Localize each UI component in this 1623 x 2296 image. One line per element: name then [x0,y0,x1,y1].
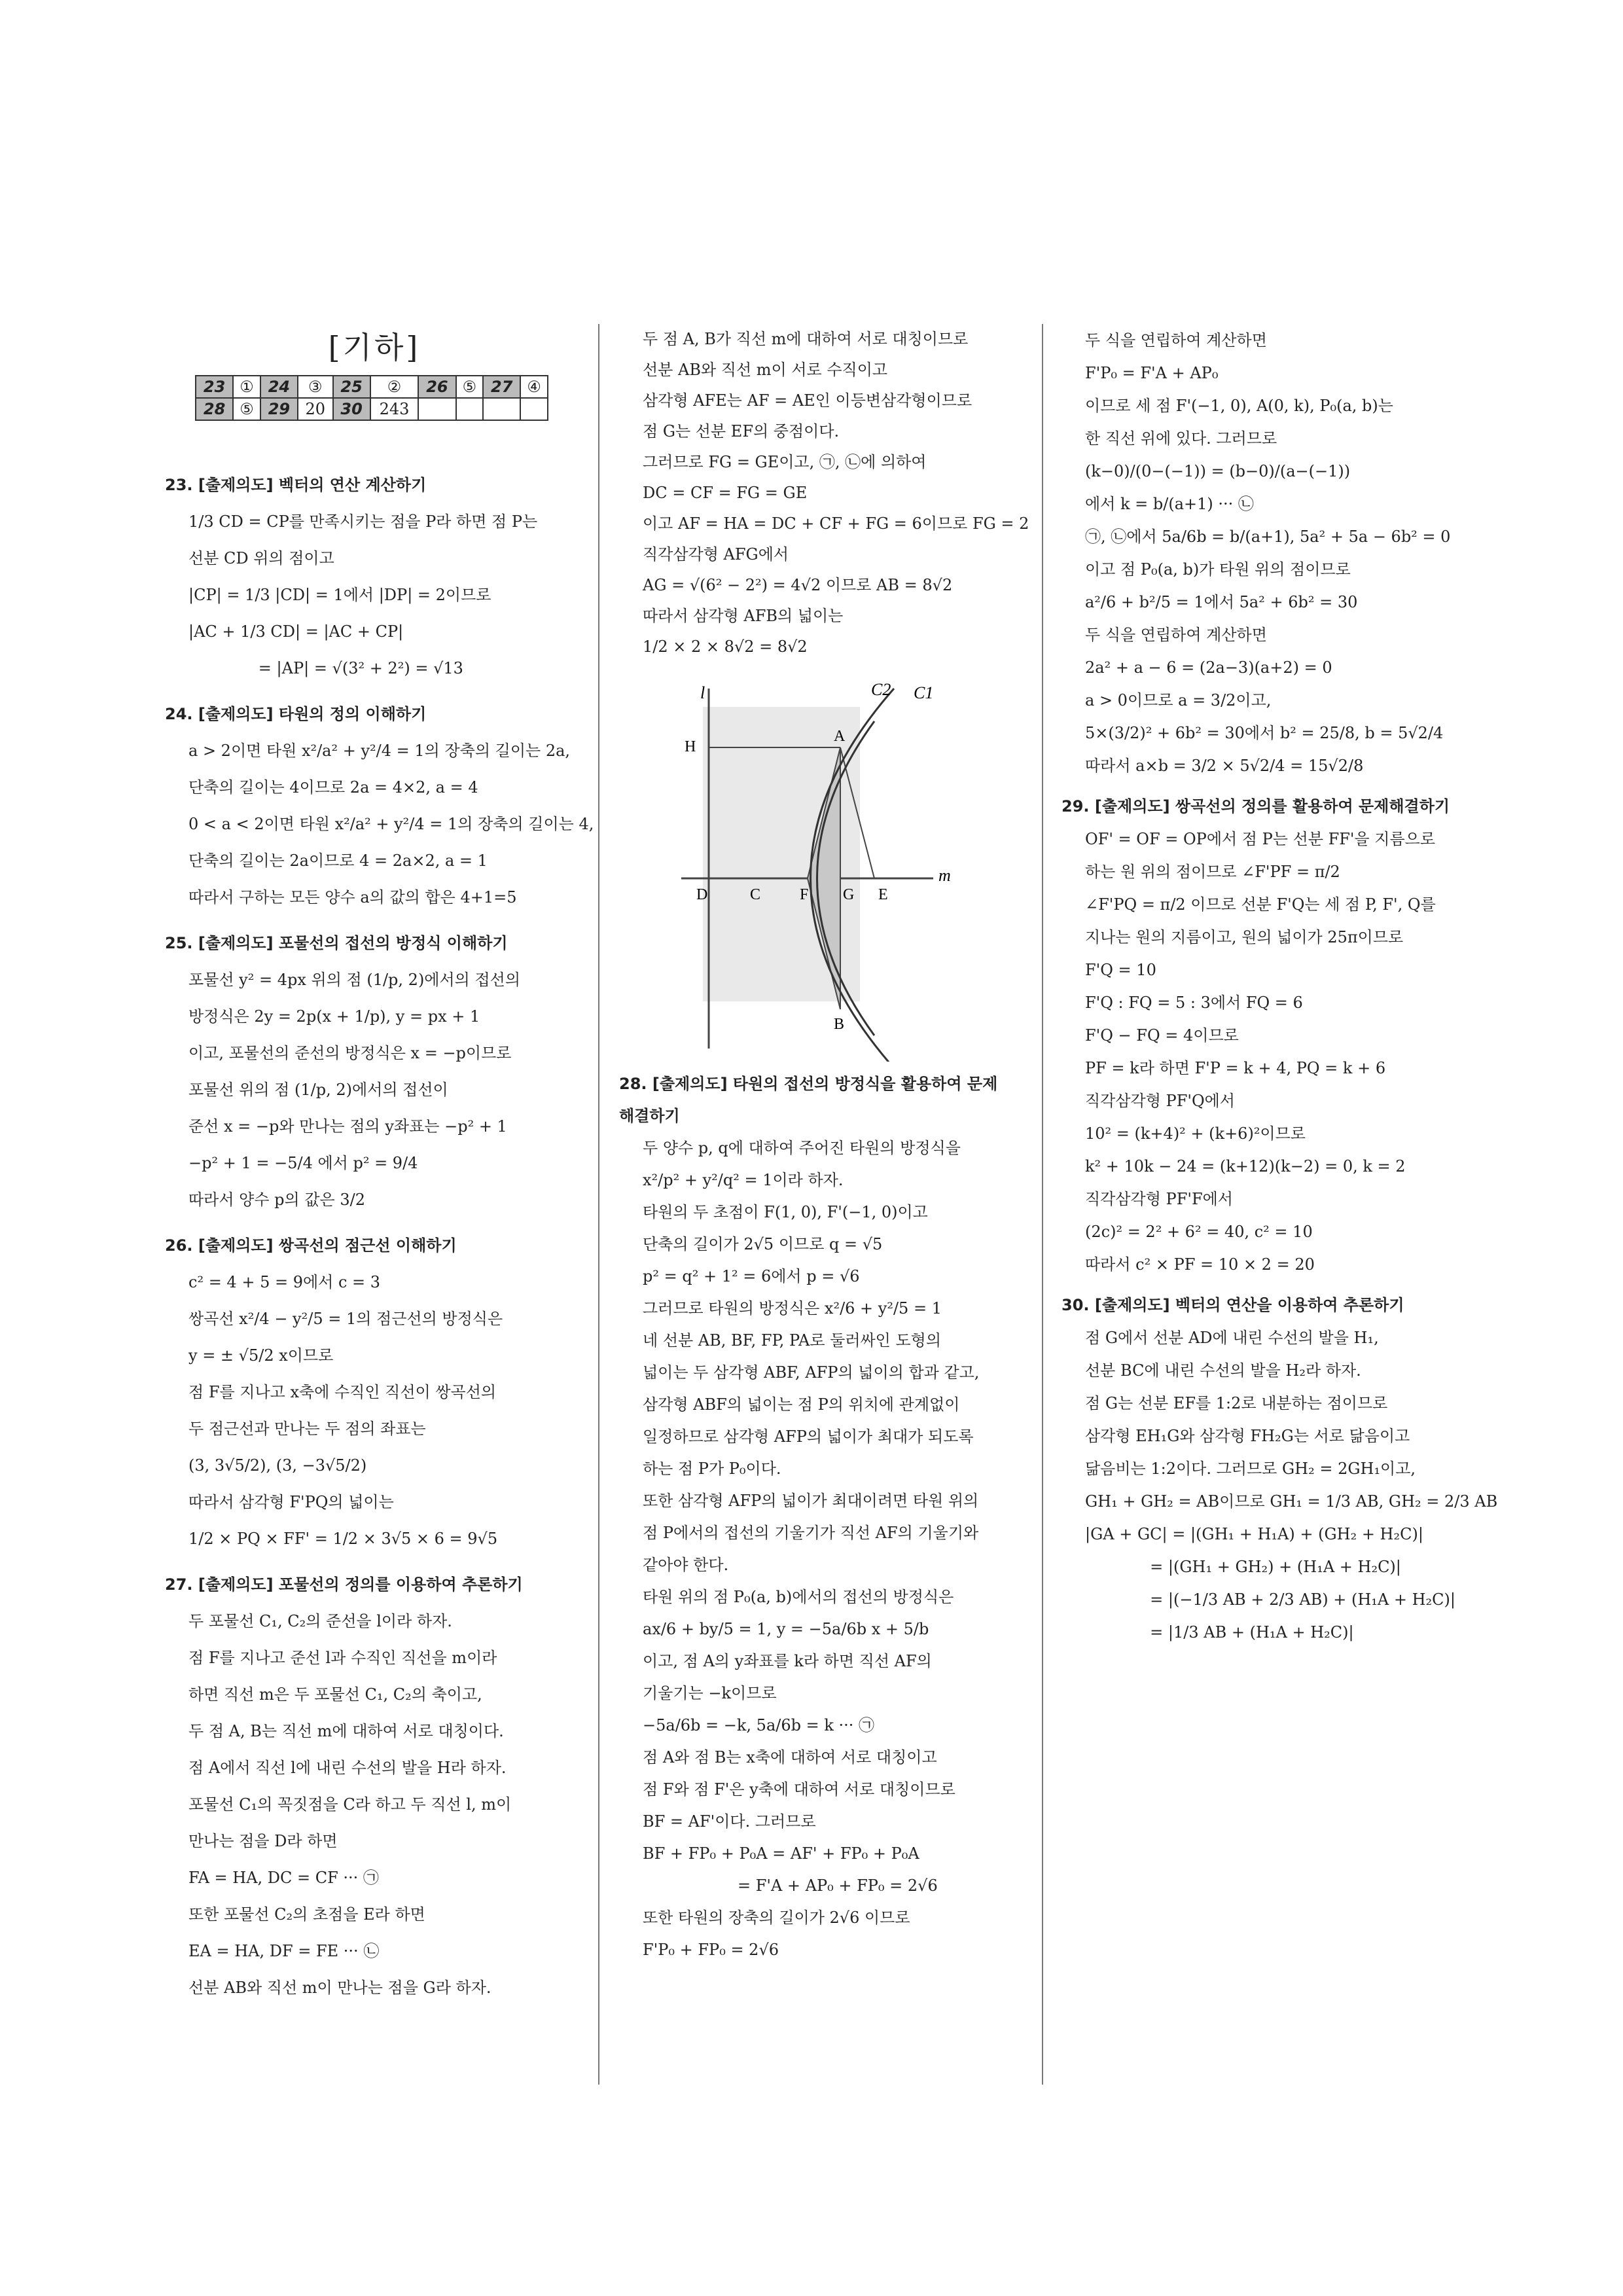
text-line: 이고, 점 A의 y좌표를 k라 하면 직선 AF의 [643,1652,932,1670]
text-line: 점 A와 점 B는 x축에 대하여 서로 대칭이고 [643,1748,937,1767]
text-line: F'P₀ + FP₀ = 2√6 [643,1941,779,1959]
text-line: a > 2이면 타원 x²/a² + y²/4 = 1의 장축의 길이는 2a, [188,742,571,760]
text-line: 에서 k = b/(a+1) ··· ㉡ [1085,495,1254,513]
text-line: BF + FP₀ + P₀A = AF' + FP₀ + P₀A [643,1844,919,1863]
text-line: 2a² + a − 6 = (2a−3)(a+2) = 0 [1085,658,1332,677]
text-line: 직각삼각형 PF'Q에서 [1085,1092,1235,1110]
text-line: 따라서 삼각형 AFB의 넓이는 [643,607,844,625]
text-line: 선분 AB와 직선 m이 서로 수직이고 [643,361,888,379]
text-line: 또한 삼각형 AFP의 넓이가 최대이려면 타원 위의 [643,1492,979,1510]
text-line: EA = HA, DF = FE ··· ㉡ [188,1942,380,1960]
text-line: 만나는 점을 D라 하면 [188,1832,338,1850]
text-line: 0 < a < 2이면 타원 x²/a² + y²/4 = 1의 장축의 길이는 4, [188,815,594,833]
text-line: 이고, 포물선의 준선의 방정식은 x = −p이므로 [188,1044,512,1062]
answer-row [196,376,548,398]
label-C: C [750,886,761,903]
text-line: (3, 3√5/2), (3, −3√5/2) [188,1456,367,1475]
answer-number: 23 [196,376,233,398]
text-line: (k−0)/(0−(−1)) = (b−0)/(a−(−1)) [1085,462,1351,480]
text-line: 직각삼각형 AFG에서 [643,545,789,564]
text-line: 하면 직선 m은 두 포물선 C₁, C₂의 축이고, [188,1685,482,1704]
text-line: 5×(3/2)² + 6b² = 30에서 b² = 25/8, b = 5√2/4 [1085,724,1444,742]
text-line: BF = AF'이다. 그러므로 [643,1812,816,1831]
column-1 [165,324,594,2006]
text-line: 두 포물선 C₁, C₂의 준선을 l이라 하자. [188,1612,452,1630]
text-line: 삼각형 EH₁G와 삼각형 FH₂G는 서로 닮음이고 [1085,1427,1410,1445]
label-D: D [696,886,708,903]
answer-number: 29 [260,398,298,420]
text-line: 따라서 삼각형 F'PQ의 넓이는 [188,1493,394,1511]
answer-value: ⑤ [233,398,260,420]
answer-value: 243 [370,398,419,420]
text-line: 한 직선 위에 있다. 그러므로 [1085,429,1277,448]
text-line: a > 0이므로 a = 3/2이고, [1085,691,1272,709]
section-heading: 29. [출제의도] 쌍곡선의 정의를 활용하여 문제해결하기 [1061,797,1450,816]
text-line: p² = q² + 1² = 6에서 p = √6 [643,1267,860,1285]
text-line: 하는 점 P가 P₀이다. [643,1460,781,1478]
label-l: l [700,683,705,702]
label-H: H [685,738,696,755]
text-line: 준선 x = −p와 만나는 점의 y좌표는 −p² + 1 [188,1117,507,1136]
text-line: 방정식은 2y = 2p(x + 1/p), y = px + 1 [188,1007,480,1026]
answer-number [418,398,455,420]
text-line: ∠F'PQ = π/2 이므로 선분 F'Q는 세 점 P, F', Q를 [1085,895,1436,914]
answer-table [195,375,548,421]
text-line: 따라서 a×b = 3/2 × 5√2/4 = 15√2/8 [1085,757,1364,775]
text-line: 삼각형 ABF의 넓이는 점 P의 위치에 관계없이 [643,1395,960,1414]
text-line: 하는 원 위의 점이므로 ∠F'PF = π/2 [1085,863,1340,881]
text-line: 따라서 양수 p의 값은 3/2 [188,1191,365,1209]
text-line: 같아야 한다. [643,1556,729,1574]
section-heading: 25. [출제의도] 포물선의 접선의 방정식 이해하기 [165,934,508,952]
page-title: [기하] [328,330,421,365]
text-line: 두 식을 연립하여 계산하면 [1085,626,1267,644]
label-F: F [800,886,809,903]
label-C2: C2 [871,682,891,699]
text-line: F'P₀ = F'A + AP₀ [1085,364,1219,382]
text-line: 단축의 길이는 2a이므로 4 = 2a×2, a = 1 [188,852,488,870]
answer-number: 27 [483,376,520,398]
answer-row [196,398,548,420]
text-line: 또한 포물선 C₂의 초점을 E라 하면 [188,1905,425,1924]
text-line: 두 점근선과 만나는 두 점의 좌표는 [188,1420,426,1438]
text-line: = F'A + AP₀ + FP₀ = 2√6 [643,1876,938,1895]
text-line: 일정하므로 삼각형 AFP의 넓이가 최대가 되도록 [643,1427,974,1446]
text-line: = |AP| = √(3² + 2²) = √13 [188,659,463,677]
text-line: OF' = OF = OP에서 점 P는 선분 FF'을 지름으로 [1085,830,1436,848]
text-line: 삼각형 AFE는 AF = AE인 이등변삼각형이므로 [643,391,972,410]
text-line: 두 점 A, B는 직선 m에 대하여 서로 대칭이다. [188,1722,504,1740]
text-line: F'Q = 10 [1085,961,1156,979]
section-heading: 26. [출제의도] 쌍곡선의 점근선 이해하기 [165,1236,457,1255]
text-line: 1/3 CD = CP를 만족시키는 점을 P라 하면 점 P는 [188,512,538,531]
text-line: = |1/3 AB + (H₁A + H₂C)| [1085,1623,1354,1641]
text-line: 선분 CD 위의 점이고 [188,549,334,567]
text-line: 지나는 원의 지름이고, 원의 넓이가 25π이므로 [1085,928,1404,946]
text-line: 이고 점 P₀(a, b)가 타원 위의 점이므로 [1085,560,1351,579]
text-line: 포물선 y² = 4px 위의 점 (1/p, 2)에서의 접선의 [188,971,521,989]
answer-number: 24 [260,376,298,398]
text-line: = |(−1/3 AB + 2/3 AB) + (H₁A + H₂C)| [1085,1590,1455,1609]
section-heading: 30. [출제의도] 벡터의 연산을 이용하여 추론하기 [1061,1296,1404,1314]
text-line: 점 G는 선분 EF를 1:2로 내분하는 점이므로 [1085,1394,1388,1412]
text-line: 10² = (k+4)² + (k+6)²이므로 [1085,1124,1306,1143]
section-heading: 해결하기 [619,1107,680,1125]
label-B: B [834,1016,845,1033]
text-line: 닮음비는 1:2이다. 그러므로 GH₂ = 2GH₁이고, [1085,1460,1416,1478]
column-3-content [1061,324,1498,1649]
text-line: = |(GH₁ + GH₂) + (H₁A + H₂C)| [1085,1558,1401,1576]
text-line: 단축의 길이는 4이므로 2a = 4×2, a = 4 [188,778,478,797]
text-line: 1/2 × PQ × FF' = 1/2 × 3√5 × 6 = 9√5 [188,1530,498,1548]
text-line: a²/6 + b²/5 = 1에서 5a² + 6b² = 30 [1085,593,1358,611]
text-line: |AC + 1/3 CD| = |AC + CP| [188,622,404,641]
label-E: E [878,886,888,903]
answer-number [483,398,520,420]
text-line: F'Q : FQ = 5 : 3에서 FQ = 6 [1085,994,1303,1012]
text-line: 그러므로 타원의 방정식은 x²/6 + y²/5 = 1 [643,1299,942,1318]
text-line: 점 F와 점 F'은 y축에 대하여 서로 대칭이므로 [643,1780,955,1799]
text-line: 타원 위의 점 P₀(a, b)에서의 접선의 방정식은 [643,1588,954,1606]
text-line: 타원의 두 초점이 F(1, 0), F'(−1, 0)이고 [643,1203,928,1221]
answer-number: 25 [333,376,370,398]
text-line: |CP| = 1/3 |CD| = 1에서 |DP| = 2이므로 [188,586,491,604]
text-line: 포물선 C₁의 꼭짓점을 C라 하고 두 직선 l, m이 [188,1795,512,1814]
text-line: 단축의 길이가 2√5 이므로 q = √5 [643,1235,883,1253]
text-line: y = ± √5/2 x이므로 [188,1346,334,1365]
text-line: ax/6 + by/5 = 1, y = −5a/6b x + 5/b [643,1620,929,1638]
text-line: F'Q − FQ = 4이므로 [1085,1026,1239,1045]
text-line: 점 F를 지나고 준선 l과 수직인 직선을 m이라 [188,1649,497,1667]
column-divider-1 [598,324,599,2085]
answer-value [456,398,484,420]
label-G: G [843,886,855,903]
answer-value: ③ [298,376,332,398]
text-line: −p² + 1 = −5/4 에서 p² = 9/4 [188,1154,418,1172]
text-line: 점 G는 선분 EF의 중점이다. [643,422,840,440]
column-2-top-content [619,324,1029,662]
text-line: 두 양수 p, q에 대하여 주어진 타원의 방정식을 [643,1139,961,1157]
label-C1: C1 [914,683,934,702]
text-line: 점 G에서 선분 AD에 내린 수선의 발을 H₁, [1085,1329,1379,1347]
text-line: ㉠, ㉡에서 5a/6b = b/(a+1), 5a² + 5a − 6b² = 0 [1085,528,1451,546]
column-2-bottom-content [619,1068,1012,1966]
answer-value: ④ [520,376,548,398]
text-line: FA = HA, DC = CF ··· ㉠ [188,1869,379,1887]
answer-value: ② [370,376,419,398]
text-line: c² = 4 + 5 = 9에서 c = 3 [188,1273,381,1291]
answer-number: 28 [196,398,233,420]
text-line: 점 F를 지나고 x축에 수직인 직선이 쌍곡선의 [188,1383,497,1401]
text-line: 따라서 구하는 모든 양수 a의 값의 합은 4+1=5 [188,888,517,906]
text-line: PF = k라 하면 F'P = k + 4, PQ = k + 6 [1085,1059,1386,1077]
text-line: 기울기는 −k이므로 [643,1684,777,1702]
text-line: −5a/6b = −k, 5a/6b = k ··· ㉠ [643,1716,875,1734]
label-A: A [834,728,846,745]
text-line: 포물선 위의 점 (1/p, 2)에서의 접선이 [188,1081,448,1099]
text-line: 또한 타원의 장축의 길이가 2√6 이므로 [643,1909,910,1927]
text-line: 넓이는 두 삼각형 ABF, AFP의 넓이의 합과 같고, [643,1363,980,1382]
text-line: (2c)² = 2² + 6² = 40, c² = 10 [1085,1223,1313,1241]
section-heading: 24. [출제의도] 타원의 정의 이해하기 [165,705,427,723]
answer-number: 30 [333,398,370,420]
text-line: 직각삼각형 PF'F에서 [1085,1190,1233,1208]
answer-value: 20 [298,398,332,420]
section-heading: 27. [출제의도] 포물선의 정의를 이용하여 추론하기 [165,1575,523,1594]
text-line: 쌍곡선 x²/4 − y²/5 = 1의 점근선의 방정식은 [188,1310,503,1328]
answer-value: ① [233,376,260,398]
column-1-content [165,467,594,2006]
text-line: 두 점 A, B가 직선 m에 대하여 서로 대칭이므로 [643,330,969,348]
text-line: 네 선분 AB, BF, FP, PA로 둘러싸인 도형의 [643,1331,942,1350]
column-3 [1061,324,1498,1649]
text-line: |GA + GC| = |(GH₁ + H₁A) + (GH₂ + H₂C)| [1085,1525,1423,1543]
answer-number: 26 [418,376,455,398]
text-line: 따라서 c² × PF = 10 × 2 = 20 [1085,1255,1315,1274]
text-line: 선분 BC에 내린 수선의 발을 H₂라 하자. [1085,1361,1361,1380]
section-heading: 23. [출제의도] 벡터의 연산 계산하기 [165,476,427,494]
text-line: 점 A에서 직선 l에 내린 수선의 발을 H라 하자. [188,1759,507,1777]
text-line: DC = CF = FG = GE [643,484,808,502]
parabola-figure [619,682,972,1062]
text-line: AG = √(6² − 2²) = 4√2 이므로 AB = 8√2 [643,576,953,594]
text-line: 그러므로 FG = GE이고, ㉠, ㉡에 의하여 [643,453,927,471]
answer-value: ⑤ [456,376,484,398]
text-line: GH₁ + GH₂ = AB이므로 GH₁ = 1/3 AB, GH₂ = 2/3 AB [1085,1492,1498,1511]
section-heading: 28. [출제의도] 타원의 접선의 방정식을 활용하여 문제 [619,1075,998,1093]
text-line: 두 식을 연립하여 계산하면 [1085,331,1267,350]
column-2 [619,324,1029,1966]
label-m: m [938,866,951,885]
answer-value [520,398,548,420]
text-line: x²/p² + y²/q² = 1이라 하자. [643,1171,844,1189]
column-divider-2 [1042,324,1043,2085]
text-line: 1/2 × 2 × 8√2 = 8√2 [643,637,808,656]
text-line: 점 P에서의 접선의 기울기가 직선 AF의 기울기와 [643,1524,979,1542]
text-line: 선분 AB와 직선 m이 만나는 점을 G라 하자. [188,1979,491,1997]
text-line: 이고 AF = HA = DC + CF + FG = 6이므로 FG = 2 [643,514,1029,533]
text-line: 이므로 세 점 F'(−1, 0), A(0, k), P₀(a, b)는 [1085,397,1393,415]
text-line: k² + 10k − 24 = (k+12)(k−2) = 0, k = 2 [1085,1157,1406,1175]
